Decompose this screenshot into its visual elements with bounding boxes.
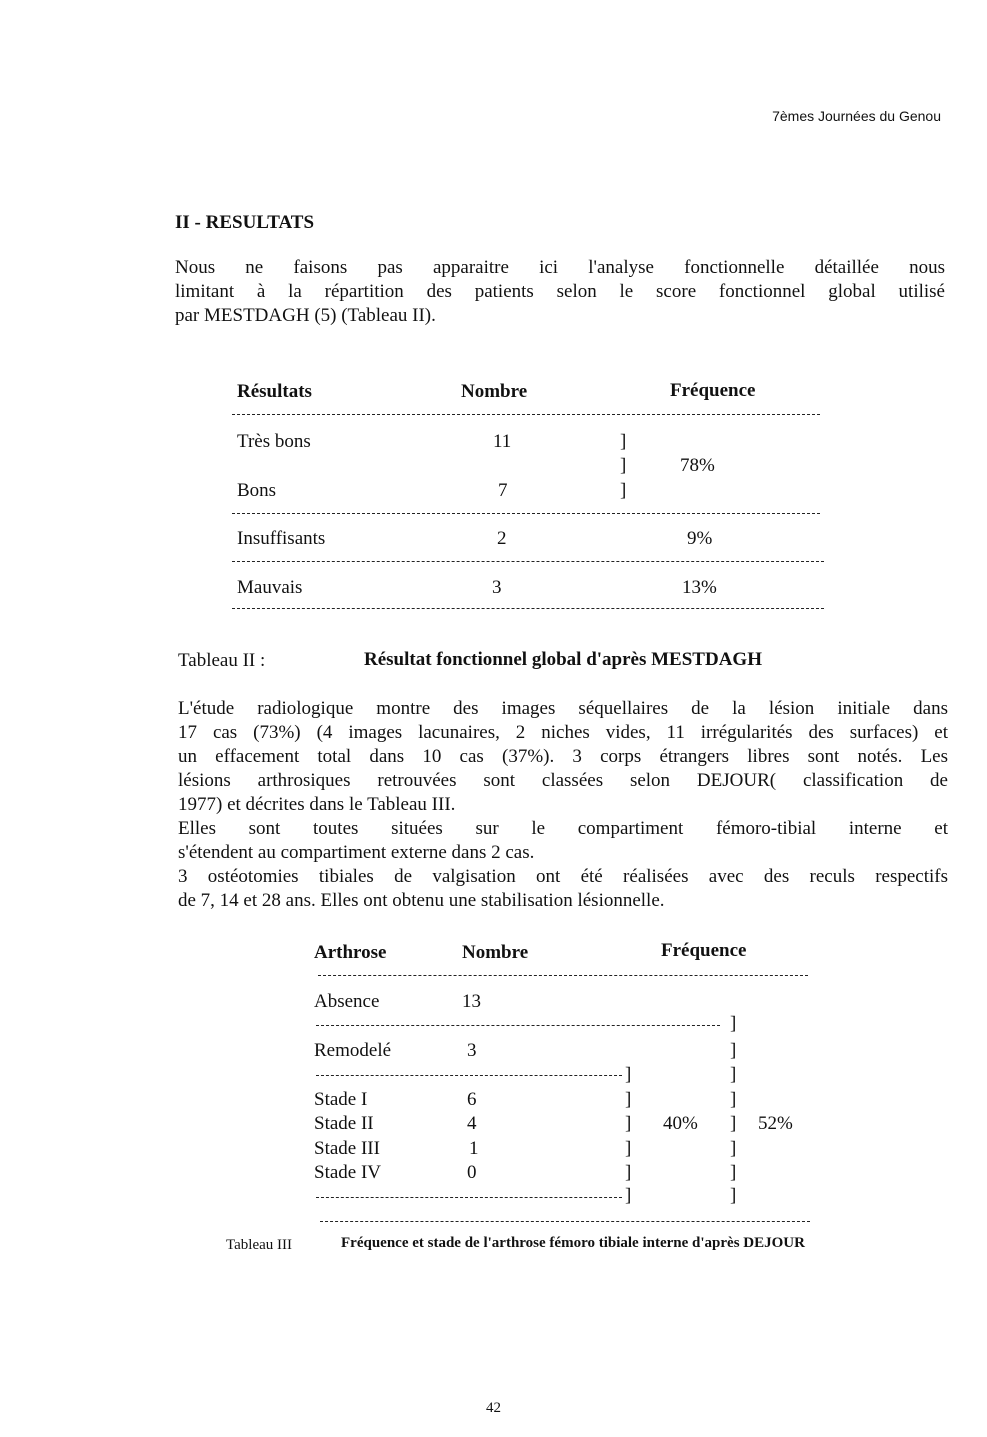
table3-row-label: Remodelé — [314, 1040, 392, 1061]
table2-row-count: 3 — [492, 577, 502, 598]
bracket: ] — [625, 1138, 632, 1159]
bracket: ] — [620, 455, 627, 476]
table2-header-frequency: Fréquence — [670, 380, 756, 401]
page-number: 42 — [486, 1400, 501, 1416]
bracket: ] — [620, 431, 627, 452]
table3-header-frequency: Fréquence — [661, 940, 747, 961]
divider — [232, 414, 820, 415]
text-line: 3 ostéotomies tibiales de valgisation ont été réalisées avec des reculs respectifs — [178, 866, 948, 887]
table3-total-frequency: 52% — [758, 1113, 793, 1134]
table2-row-label: Insuffisants — [237, 528, 326, 549]
bracket: ] — [730, 1113, 737, 1134]
table2-row-label: Très bons — [237, 431, 311, 452]
text-line: 1977) et décrites dans le Tableau III. — [178, 794, 456, 815]
table3-row-label: Stade II — [314, 1113, 374, 1134]
table2-row-count: 2 — [497, 528, 507, 549]
bracket: ] — [730, 1013, 737, 1034]
text-line: limitant à la répartition des patients selon le score fonctionnel global utilisé — [175, 281, 945, 302]
table3-row-count: 6 — [467, 1089, 477, 1110]
table2-header-count: Nombre — [461, 381, 528, 402]
bracket: ] — [625, 1064, 632, 1085]
divider — [316, 1025, 720, 1026]
bracket: ] — [625, 1113, 632, 1134]
text-line: un effacement total dans 10 cas (37%). 3 corps étrangers libres sont notés. Les — [178, 746, 948, 767]
bracket: ] — [625, 1089, 632, 1110]
table2-caption-title: Résultat fonctionnel global d'après MESTDAGH — [364, 649, 762, 670]
table3-row-label: Stade IV — [314, 1162, 382, 1183]
table3-row-count: 1 — [469, 1138, 479, 1159]
table3-header-arthrose: Arthrose — [314, 942, 387, 963]
table2-header-results: Résultats — [237, 381, 312, 402]
table2-row-label: Mauvais — [237, 577, 303, 598]
text-line: s'étendent au compartiment externe dans 2 cas. — [178, 842, 535, 863]
bracket: ] — [625, 1162, 632, 1183]
table3-row-count: 0 — [467, 1162, 477, 1183]
table3-caption-title: Fréquence et stade de l'arthrose fémoro tibiale interne d'après DEJOUR — [341, 1235, 805, 1251]
table3-caption-label: Tableau III — [226, 1237, 292, 1253]
text-line: de 7, 14 et 28 ans. Elles ont obtenu une stabilisation lésionnelle. — [178, 890, 665, 911]
table3-row-count: 3 — [467, 1040, 477, 1061]
text-line: lésions arthrosiques retrouvées sont classées selon DEJOUR( classification de — [178, 770, 948, 791]
bracket: ] — [730, 1185, 737, 1206]
divider — [232, 561, 824, 562]
divider — [232, 608, 824, 609]
bracket: ] — [730, 1064, 737, 1085]
divider — [232, 513, 820, 514]
table3-row-count: 4 — [467, 1113, 477, 1134]
bracket: ] — [730, 1089, 737, 1110]
text-line: L'étude radiologique montre des images séquellaires de la lésion initiale dans — [178, 698, 948, 719]
bracket: ] — [730, 1138, 737, 1159]
bracket: ] — [730, 1162, 737, 1183]
table2-row-frequency: 13% — [682, 577, 717, 598]
intro-paragraph — [175, 256, 945, 328]
running-header: 7èmes Journées du Genou — [772, 108, 941, 124]
bracket: ] — [730, 1040, 737, 1061]
table2-row-count: 7 — [498, 480, 508, 501]
table2-row-count: 11 — [493, 431, 512, 452]
bracket: ] — [620, 480, 627, 501]
table2-group-frequency: 78% — [680, 455, 715, 476]
table2-row-frequency: 9% — [687, 528, 713, 549]
table3-row-label: Absence — [314, 991, 380, 1012]
text-line: Nous ne faisons pas apparaitre ici l'analyse fonctionnelle détaillée nous — [175, 257, 945, 278]
bracket: ] — [625, 1185, 632, 1206]
divider — [316, 1075, 622, 1076]
radiology-paragraph — [178, 697, 948, 913]
table3-row-label: Stade III — [314, 1138, 380, 1159]
text-line: Elles sont toutes situées sur le compartiment fémoro-tibial interne et — [178, 818, 948, 839]
text-line: 17 cas (73%) (4 images lacunaires, 2 niches vides, 11 irrégularités des surfaces) et — [178, 722, 948, 743]
divider — [316, 1197, 622, 1198]
divider — [318, 975, 808, 976]
table3-header-count: Nombre — [462, 942, 529, 963]
table3-stades-frequency: 40% — [663, 1113, 698, 1134]
table2-caption-label: Tableau II : — [178, 650, 266, 671]
text-line: par MESTDAGH (5) (Tableau II). — [175, 305, 436, 326]
table3-row-count: 13 — [462, 991, 481, 1012]
table3-row-label: Stade I — [314, 1089, 368, 1110]
table2-row-label: Bons — [237, 480, 277, 501]
divider — [320, 1221, 810, 1222]
section-title: II - RESULTATS — [175, 212, 315, 233]
